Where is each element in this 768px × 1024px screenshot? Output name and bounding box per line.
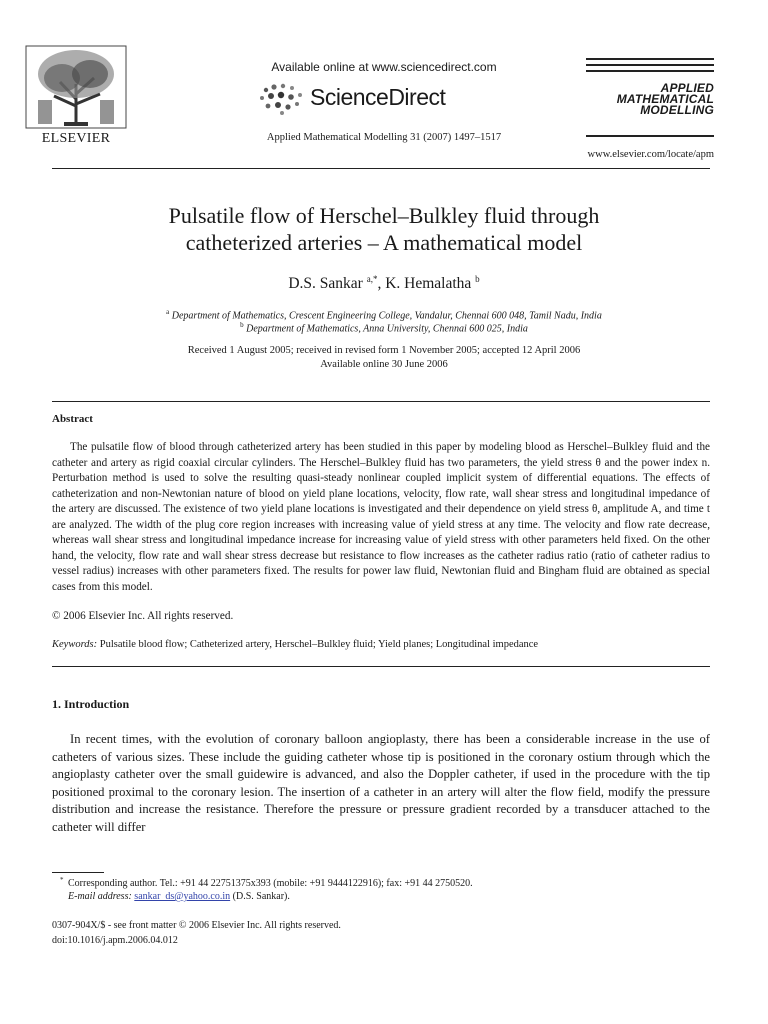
abstract-copyright: © 2006 Elsevier Inc. All rights reserved. xyxy=(52,610,234,622)
sciencedirect-logo xyxy=(258,82,478,116)
issn-line: 0307-904X/$ - see front matter © 2006 Elsevier Inc. All rights reserved. xyxy=(52,920,341,931)
introduction-body xyxy=(52,731,710,836)
affiliation-a-mark: a xyxy=(166,308,170,316)
title-line-1: Pulsatile flow of Herschel–Bulkley fluid through xyxy=(168,203,600,228)
publisher-name: ELSEVIER xyxy=(41,131,111,146)
footnote-corresponding-text: Corresponding author. Tel.: +91 44 22751375x393 (mobile: +91 9444122916); fax: +91 44 2750520. xyxy=(68,878,473,889)
journal-logo-rules xyxy=(586,58,714,76)
journal-logo xyxy=(586,83,714,116)
doi-line[interactable]: doi:10.1016/j.apm.2006.04.012 xyxy=(52,935,178,946)
author-list xyxy=(0,274,768,293)
keywords-label: Keywords: xyxy=(52,639,98,650)
abstract-top-rule xyxy=(52,401,710,402)
journal-logo-underline xyxy=(586,135,714,137)
available-online-date: Available online 30 June 2006 xyxy=(320,359,448,370)
article-title xyxy=(0,202,768,256)
journal-logo-line-3: MODELLING xyxy=(640,103,714,117)
email-label: E-mail address: xyxy=(68,891,132,902)
affiliation-b-text: Department of Mathematics, Anna University, Chennai 600 025, India xyxy=(246,323,528,335)
author-2-marks[interactable]: b xyxy=(475,274,480,284)
author-2: K. Hemalatha xyxy=(385,275,472,293)
email-link[interactable]: sankar_ds@yahoo.co.in xyxy=(134,891,231,902)
journal-citation: Applied Mathematical Modelling 31 (2007) 1497–1517 xyxy=(266,132,502,143)
affiliation-a xyxy=(0,308,768,321)
affiliation-b xyxy=(0,321,768,334)
footnote-rule xyxy=(52,872,104,873)
journal-logo-line-1: APPLIED xyxy=(660,81,714,95)
header-divider xyxy=(52,168,710,169)
footnote-email xyxy=(52,890,290,903)
abstract-heading: Abstract xyxy=(52,413,93,425)
title-line-2: catheterized arteries – A mathematical model xyxy=(185,230,583,255)
journal-logo-line-2: MATHEMATICAL xyxy=(616,92,714,106)
sciencedirect-wordmark: ScienceDirect xyxy=(310,84,446,110)
author-1-marks[interactable]: a,* xyxy=(366,274,378,284)
footnote-corresponding xyxy=(52,877,473,890)
abstract-text: The pulsatile flow of blood through catheterized artery has been studied in this paper by modeling blood as Herschel–Bulkley fluid and the catheter and artery as rigid coaxial circular cylinders. The Herschel–Bulkley fluid has two parameters, the yield stress θ and the power index n. Perturbation method is used to solve the resulting quasi-steady nonlinear coupled implicit system of differential equations. The effects of catheterization and non-Newtonian nature of blood on yield plane locations, velocity, flow rate, wall shear stress and longitudinal impedance of the artery are discussed. The existence of two yield plane locations is investigated and their dependence on yield stress θ, amplitude A, and time t are analyzed. The width of the plug core region increases with increasing value of yield stress at any time. The velocity and flow rate decrease, whereas wall shear stress and longitudinal impedance increase for increasing value of yield stress with other parameters held fixed. On the other hand, the velocity, flow rate and wall shear stress decrease but resistance to flow increases as the catheter radius ratio (ratio of catheter radius to vessel radius) increases with other parameters fixed. The results for power law fluid, Newtonian fluid and Bingham fluid are obtained as special cases from this model. xyxy=(52,441,710,593)
footnote-mark: * xyxy=(60,876,64,884)
author-1: D.S. Sankar xyxy=(288,275,363,293)
affiliation-a-text: Department of Mathematics, Crescent Engineering College, Vandalur, Chennai 600 048, Tamil Nadu, India xyxy=(171,310,602,322)
journal-url[interactable]: www.elsevier.com/locate/apm xyxy=(587,149,714,160)
sciencedirect-dots-icon xyxy=(258,82,308,116)
keywords xyxy=(52,639,538,650)
author-separator: , xyxy=(377,275,386,293)
section-heading-introduction: 1. Introduction xyxy=(52,697,130,711)
available-online-text: Available online at www.sciencedirect.com xyxy=(271,60,497,74)
abstract-bottom-rule xyxy=(52,666,710,667)
affiliation-b-mark: b xyxy=(240,321,244,329)
introduction-text: In recent times, with the evolution of coronary balloon angioplasty, there has been a considerable increase in the use of catheters of various sizes. These include the guiding catheter whose tip is positioned in the coronary ostium through which the angioplasty catheter over the small guidewire is advanced, and also the Doppler catheter, if used in the procedure with the tip positioned proximal to the coronary lesion. The insertion of a catheter in an artery will alter the flow field, modify the pressure distribution and increase the resistance. Therefore the pressure or pressure gradient recorded by a transducer attached to the catheter will differ xyxy=(52,732,710,834)
abstract-body xyxy=(52,440,710,595)
received-dates: Received 1 August 2005; received in revised form 1 November 2005; accepted 12 April 2006 xyxy=(187,345,581,356)
email-owner: (D.S. Sankar). xyxy=(232,891,290,902)
keywords-list: Pulsatile blood flow; Catheterized artery, Herschel–Bulkley fluid; Yield planes; Longitudinal impedance xyxy=(99,639,539,650)
